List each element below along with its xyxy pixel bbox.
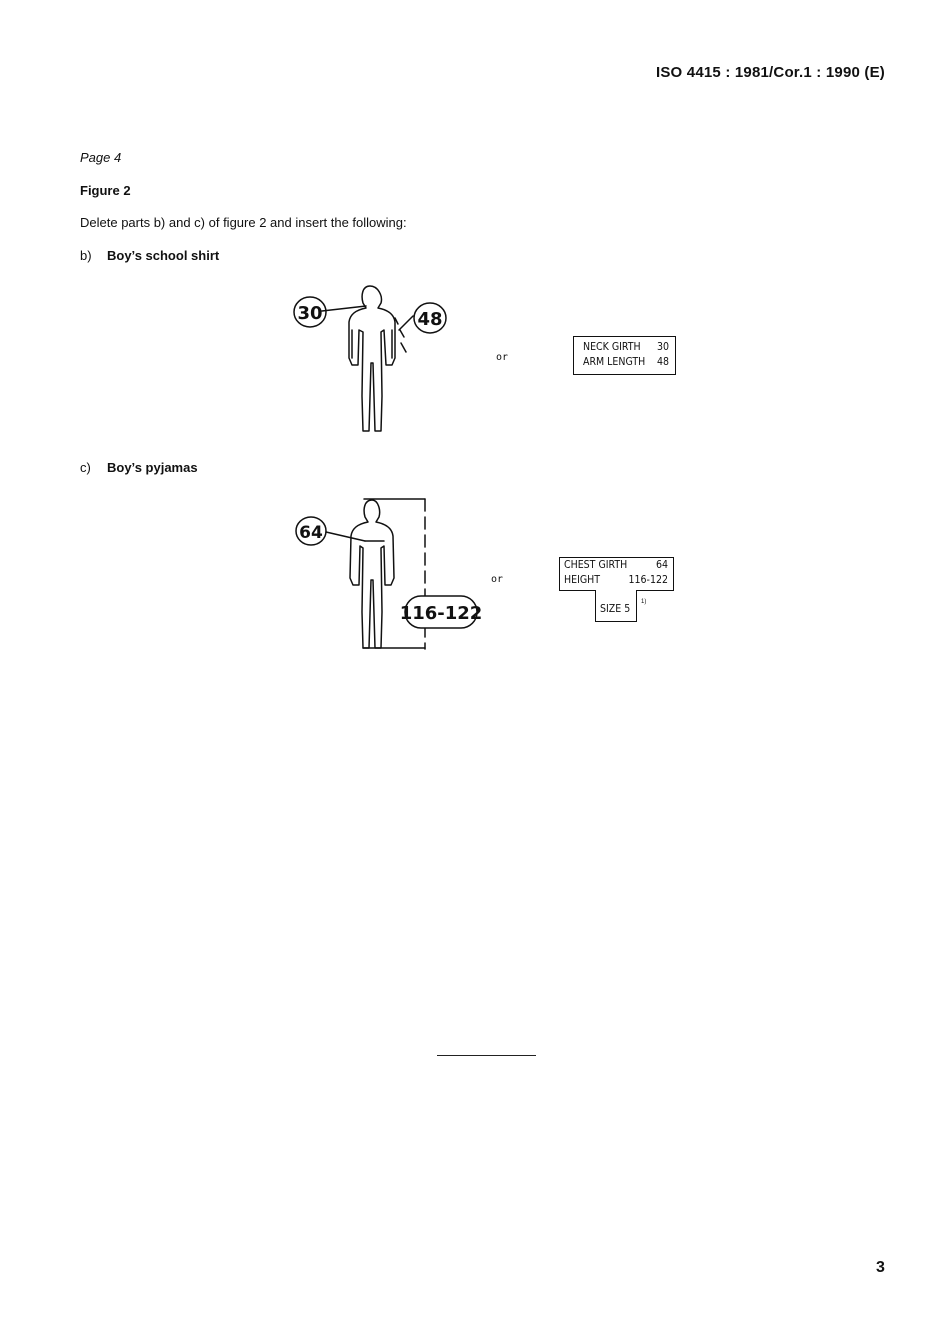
part-b-letter: b) bbox=[80, 248, 92, 263]
label-row bbox=[564, 558, 668, 573]
label-row-value: 48 bbox=[656, 356, 669, 368]
page-number: 3 bbox=[876, 1259, 885, 1276]
pyjama-size-designation-box: SIZE 5 bbox=[595, 590, 637, 622]
label-row bbox=[583, 355, 669, 370]
label-row-value: 116-122 bbox=[628, 574, 668, 586]
part-c-title: Boy’s pyjamas bbox=[107, 460, 198, 475]
pyjama-figure-pictogram bbox=[296, 499, 477, 649]
footnote-reference: 1) bbox=[641, 599, 647, 605]
instruction-text: Delete parts b) and c) of figure 2 and insert the following: bbox=[80, 215, 407, 230]
page-reference: Page 4 bbox=[80, 150, 122, 165]
label-row-value: 64 bbox=[655, 559, 668, 571]
part-b-title: Boy’s school shirt bbox=[107, 248, 220, 263]
standard-number: ISO 4415 : 1981/Cor.1 : 1990 (E) bbox=[655, 64, 885, 81]
shirt-neck-girth-value: 30 bbox=[297, 303, 323, 324]
pyjama-size-label-box bbox=[559, 557, 674, 591]
label-row-name: ARM LENGTH bbox=[583, 356, 646, 368]
shirt-arm-length-value: 48 bbox=[417, 309, 443, 330]
or-separator-b: or bbox=[496, 352, 509, 363]
label-row bbox=[583, 340, 669, 355]
or-separator-c: or bbox=[491, 574, 504, 585]
label-row-value: 30 bbox=[656, 341, 669, 353]
figure-heading: Figure 2 bbox=[80, 183, 131, 198]
label-row-name: NECK GIRTH bbox=[583, 341, 641, 353]
label-row-name: HEIGHT bbox=[564, 574, 601, 586]
part-c-letter: c) bbox=[80, 460, 91, 475]
label-row bbox=[564, 573, 668, 588]
pyjama-chest-girth-value: 64 bbox=[299, 523, 323, 543]
footnote-divider bbox=[437, 1055, 536, 1056]
pyjama-height-value: 116-122 bbox=[399, 603, 483, 624]
label-row-name: CHEST GIRTH bbox=[564, 559, 628, 571]
shirt-size-label-box bbox=[573, 336, 676, 375]
pyjama-body-outline-icon bbox=[350, 500, 394, 648]
